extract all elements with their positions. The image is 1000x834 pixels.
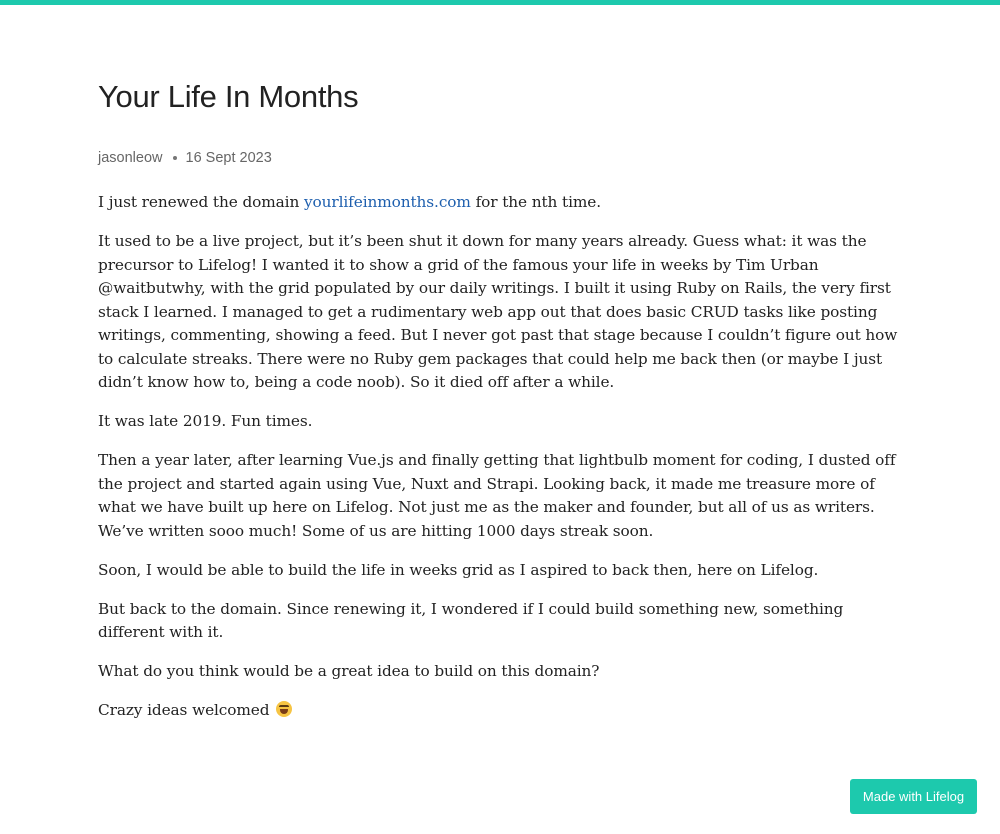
domain-link[interactable]: yourlifeinmonths.com	[303, 193, 471, 211]
paragraph-5: Soon, I would be able to build the life in weeks grid as I aspired to back then, here on Lifelog.	[98, 560, 819, 579]
separator-dot-icon	[173, 156, 177, 160]
post-body	[98, 191, 898, 723]
paragraph-1-text-after: for the nth time.	[470, 193, 602, 211]
made-with-lifelog-button[interactable]: Made with Lifelog	[850, 779, 977, 814]
post-date: 16 Sept 2023	[185, 150, 272, 166]
author-name[interactable]: jasonleow	[98, 150, 163, 166]
post-article	[98, 78, 898, 738]
post-byline	[98, 148, 898, 168]
grinning-squinting-face-icon	[276, 701, 292, 717]
post-title: Your Life In Months	[98, 79, 359, 114]
paragraph-8-text: Crazy ideas welcomed	[98, 701, 275, 719]
paragraph-6: But back to the domain. Since renewing it, I wondered if I could build something new, something different with it.	[98, 599, 844, 641]
paragraph-8	[98, 699, 898, 723]
paragraph-1-text-before: I just renewed the domain	[98, 193, 304, 211]
paragraph-2: It used to be a live project, but it’s been shut it down for many years already. Guess what: it was the precursor to Lifelog! I wanted it to show a grid of the famous your life in weeks by Tim Urban @waitbutwhy, with the grid populated by our daily writings. I built it using Ruby on Rails, the very first stack I learned. I managed to get a rudimentary web app out that does basic CRUD tasks like posting writings, commenting, showing a feed. But I never got past that stage because I couldn’t figure out how to calculate streaks. There were no Ruby gem packages that could help me back then (or maybe I just didn’t know how to, being a code noob). So it died off after a while.	[98, 232, 898, 391]
paragraph-3: It was late 2019. Fun times.	[98, 412, 313, 430]
top-accent-bar	[0, 0, 1000, 5]
paragraph-4: Then a year later, after learning Vue.js and finally getting that lightbulb moment for coding, I dusted off the project and started again using Vue, Nuxt and Strapi. Looking back, it made me treasure more of what we have built up here on Lifelog. Not just me as the maker and founder, but all of us as writers. We’ve written sooo much! Some of us are hitting 1000 days streak soon.	[98, 451, 896, 540]
paragraph-7: What do you think would be a great idea to build on this domain?	[98, 662, 600, 680]
paragraph-1	[98, 191, 898, 215]
